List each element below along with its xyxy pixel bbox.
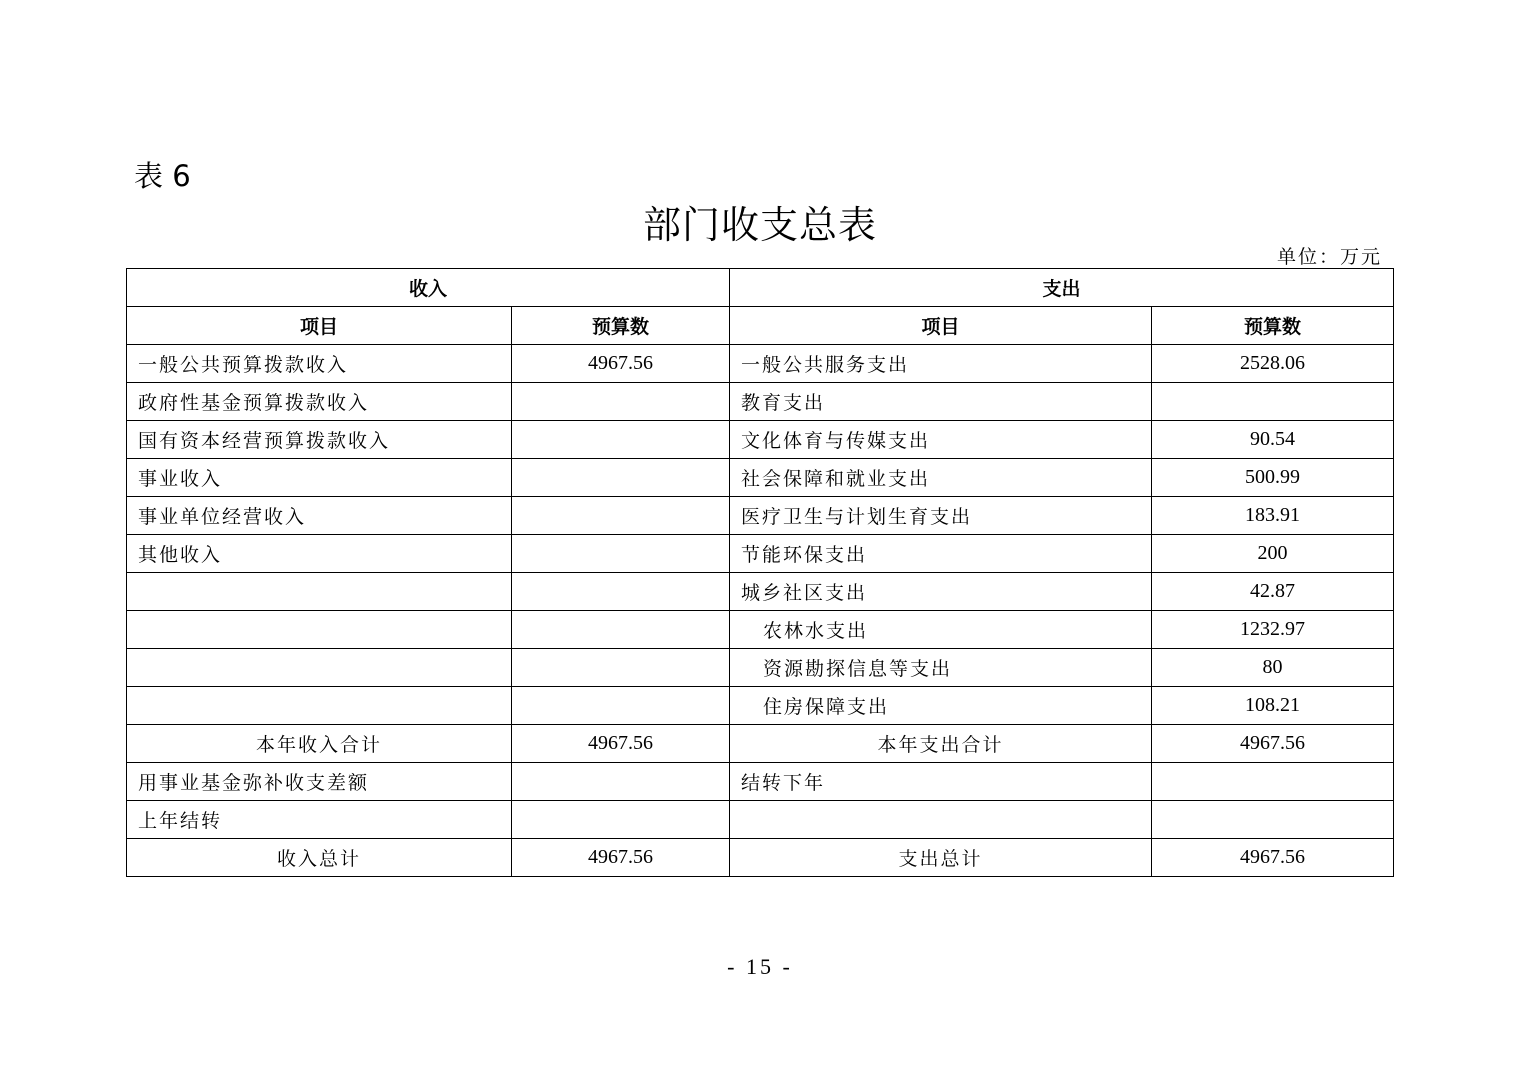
table-row xyxy=(127,611,1394,649)
expense-value xyxy=(1152,763,1394,801)
expense-total-label: 支出总计 xyxy=(730,839,1152,877)
income-item xyxy=(127,611,512,649)
income-value xyxy=(512,421,730,459)
income-item xyxy=(127,687,512,725)
expense-item: 资源勘探信息等支出 xyxy=(730,649,1152,687)
expense-item xyxy=(730,801,1152,839)
income-value xyxy=(512,801,730,839)
expense-subtotal-label: 本年支出合计 xyxy=(730,725,1152,763)
income-value xyxy=(512,763,730,801)
income-item: 上年结转 xyxy=(127,801,512,839)
expense-item: 住房保障支出 xyxy=(730,687,1152,725)
income-value xyxy=(512,459,730,497)
table-row xyxy=(127,763,1394,801)
income-value xyxy=(512,383,730,421)
income-item: 一般公共预算拨款收入 xyxy=(127,345,512,383)
income-value: 4967.56 xyxy=(512,345,730,383)
expense-total-value: 4967.56 xyxy=(1152,839,1394,877)
expense-item: 节能环保支出 xyxy=(730,535,1152,573)
income-item: 国有资本经营预算拨款收入 xyxy=(127,421,512,459)
income-item: 其他收入 xyxy=(127,535,512,573)
income-item: 政府性基金预算拨款收入 xyxy=(127,383,512,421)
expense-item: 一般公共服务支出 xyxy=(730,345,1152,383)
income-item xyxy=(127,649,512,687)
expense-item: 结转下年 xyxy=(730,763,1152,801)
subtotal-row xyxy=(127,725,1394,763)
table-header-row xyxy=(127,269,1394,307)
expense-value xyxy=(1152,801,1394,839)
expense-item: 农林水支出 xyxy=(730,611,1152,649)
expense-budget-header: 预算数 xyxy=(1152,307,1394,345)
expense-value: 200 xyxy=(1152,535,1394,573)
expense-value: 80 xyxy=(1152,649,1394,687)
table-row xyxy=(127,649,1394,687)
table-row xyxy=(127,459,1394,497)
table-row xyxy=(127,497,1394,535)
page-title: 部门收支总表 xyxy=(642,203,877,247)
income-value xyxy=(512,535,730,573)
expense-value: 1232.97 xyxy=(1152,611,1394,649)
expense-value: 108.21 xyxy=(1152,687,1394,725)
table-row xyxy=(127,383,1394,421)
table-row xyxy=(127,687,1394,725)
page-number: - 15 - xyxy=(727,954,793,979)
income-item: 用事业基金弥补收支差额 xyxy=(127,763,512,801)
expense-item: 医疗卫生与计划生育支出 xyxy=(730,497,1152,535)
income-item: 事业单位经营收入 xyxy=(127,497,512,535)
income-subtotal-label: 本年收入合计 xyxy=(127,725,512,763)
expense-item: 社会保障和就业支出 xyxy=(730,459,1152,497)
income-value xyxy=(512,611,730,649)
income-subtotal-value: 4967.56 xyxy=(512,725,730,763)
income-item-header: 项目 xyxy=(127,307,512,345)
expense-value: 42.87 xyxy=(1152,573,1394,611)
expense-header: 支出 xyxy=(730,269,1394,307)
table-subheader-row xyxy=(127,307,1394,345)
table-row xyxy=(127,345,1394,383)
income-value xyxy=(512,497,730,535)
expense-item: 文化体育与传媒支出 xyxy=(730,421,1152,459)
table-label: 表 6 xyxy=(134,159,191,193)
expense-item: 城乡社区支出 xyxy=(730,573,1152,611)
total-row xyxy=(127,839,1394,877)
expense-value xyxy=(1152,383,1394,421)
table-row xyxy=(127,801,1394,839)
expense-value: 500.99 xyxy=(1152,459,1394,497)
income-value xyxy=(512,649,730,687)
expense-item: 教育支出 xyxy=(730,383,1152,421)
expense-item-header: 项目 xyxy=(730,307,1152,345)
expense-subtotal-value: 4967.56 xyxy=(1152,725,1394,763)
expense-value: 2528.06 xyxy=(1152,345,1394,383)
income-value xyxy=(512,687,730,725)
income-value xyxy=(512,573,730,611)
table-row xyxy=(127,535,1394,573)
income-total-label: 收入总计 xyxy=(127,839,512,877)
expense-value: 183.91 xyxy=(1152,497,1394,535)
budget-table xyxy=(126,268,1394,877)
expense-value: 90.54 xyxy=(1152,421,1394,459)
income-total-value: 4967.56 xyxy=(512,839,730,877)
table-row xyxy=(127,573,1394,611)
income-item xyxy=(127,573,512,611)
income-budget-header: 预算数 xyxy=(512,307,730,345)
unit-label: 单位：万元 xyxy=(1276,246,1382,268)
income-header: 收入 xyxy=(127,269,730,307)
table-row xyxy=(127,421,1394,459)
income-item: 事业收入 xyxy=(127,459,512,497)
